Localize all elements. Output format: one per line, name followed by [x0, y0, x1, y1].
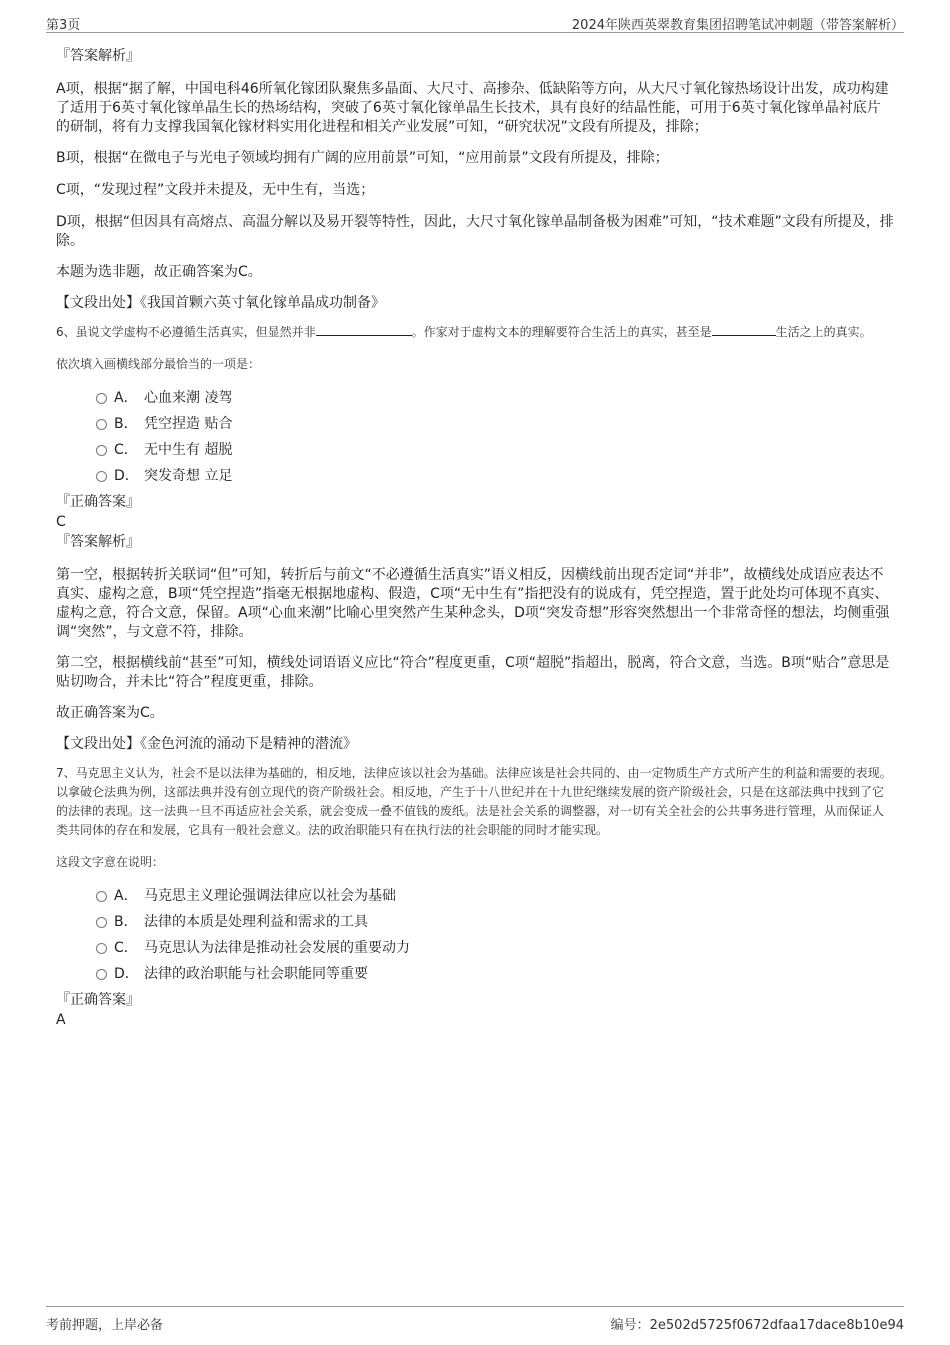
q6-answer-label: 『正确答案』: [56, 494, 140, 510]
q5-analysis-d: D项，根据“但因具有高熔点、高温分解以及易开裂等特性，因此，大尺寸氧化镓单晶制备极为困难”可知，“技术难题”文段有所提及，排除。: [56, 214, 894, 249]
radio-icon[interactable]: [96, 393, 107, 404]
q6-analysis-2: 第二空，根据横线前“甚至”可知，横线处词语语义应比“符合”程度更重，C项“超脱”指超出，脱离，符合文意，当选。B项“贴合”意思是贴切吻合，并未比“符合”程度更重，排除。: [56, 655, 890, 690]
document-id: 编号：2e502d5725f0672dfaa17dace8b10e94: [610, 1318, 904, 1333]
radio-icon[interactable]: [96, 471, 107, 482]
q6-option-b[interactable]: B． 凭空捏造 贴合: [56, 414, 894, 440]
q6-answer: C: [56, 514, 66, 530]
blank-line: [712, 323, 776, 336]
q6-options: [56, 388, 894, 492]
q5-analysis-a: A项，根据“据了解，中国电科46所氧化镓团队聚焦多晶面、大尺寸、高掺杂、低缺陷等方向，从大尺寸氧化镓热场设计出发，成功构建了适用于6英寸氧化镓单晶生长的热场结构，突破了6英寸氧化镓单晶生长技术，具有良好的结晶性能，可用于6英寸氧化镓单晶衬底片的研制，将有力支撑我国氧化镓材料实用化进程和相关产业发展”可知，“研究状况”文段有所提及，排除；: [56, 81, 889, 135]
q7-answer-label: 『正确答案』: [56, 992, 140, 1008]
page-number: 第3页: [46, 18, 81, 33]
q6-conclusion: 故正确答案为C。: [56, 705, 164, 721]
q7-answer: A: [56, 1012, 66, 1028]
q5-analysis-c: C项，“发现过程”文段并未提及，无中生有，当选；: [56, 182, 375, 198]
radio-icon[interactable]: [96, 917, 107, 928]
q6-stem-part3: 生活之上的真实。: [775, 325, 872, 339]
q6-prompt: 依次填入画横线部分最恰当的一项是：: [56, 357, 261, 371]
q7-option-d[interactable]: D． 法律的政治职能与社会职能同等重要: [56, 964, 894, 990]
q6-option-d[interactable]: D． 突发奇想 立足: [56, 466, 894, 492]
q7-options: [56, 886, 894, 990]
page-content: [56, 46, 894, 1030]
q6-analysis-1: 第一空，根据转折关联词“但”可知，转折后与前文“不必遵循生活真实”语义相反，因横线前出现否定词“并非”，故横线处成语应表达不真实、虚构之意，B项“凭空捏造”指毫无根据地虚构、假造，C项“无中生有”指把没有的说成有，凭空捏造，置于此处均可体现不真实、虚构之意，符合文意，保留。A项“心血来潮”比喻心里突然产生某种念头，D项“突发奇想”形容突然想出一个非常奇怪的想法，均侧重强调“突然”，与文意不符，排除。: [56, 567, 890, 640]
radio-icon[interactable]: [96, 943, 107, 954]
radio-icon[interactable]: [96, 891, 107, 902]
q7-stem: 7、马克思主义认为，社会不是以法律为基础的，相反地，法律应该以社会为基础。法律应该是社会共同的、由一定物质生产方式所产生的利益和需要的表现。以拿破仑法典为例，这部法典并没有创立现代的资产阶级社会。相反地，产生于十八世纪并在十九世纪继续发展的资产阶级社会，只是在这部法典中找到了它的法律的表现。这一法典一旦不再适应社会关系，就会变成一叠不值钱的废纸。法是社会关系的调整器，对一切有关全社会的公共事务进行管理，从而保证人类共同体的存在和发展，它具有一般社会意义。法的政治职能只有在执行法的社会职能的同时才能实现。: [56, 766, 892, 837]
q7-prompt: 这段文字意在说明：: [56, 855, 165, 869]
radio-icon[interactable]: [96, 969, 107, 980]
page-footer: [46, 1306, 904, 1331]
q7-option-a[interactable]: A． 马克思主义理论强调法律应以社会为基础: [56, 886, 894, 912]
q6-analysis-label: 『答案解析』: [56, 534, 140, 550]
q5-analysis-label: 『答案解析』: [56, 48, 140, 64]
blank-line: [316, 323, 412, 336]
q6-source: 【文段出处】《金色河流的涌动下是精神的潜流》: [56, 736, 357, 752]
q5-analysis-b: B项，根据“在微电子与光电子领域均拥有广阔的应用前景”可知，“应用前景”文段有所提及，排除；: [56, 150, 669, 166]
q6-option-c[interactable]: C． 无中生有 超脱: [56, 440, 894, 466]
q6-stem-part1: 6、虽说文学虚构不必遵循生活真实，但显然并非: [56, 325, 316, 339]
q5-conclusion: 本题为选非题，故正确答案为C。: [56, 264, 262, 280]
document-title: 2024年陕西英翠教育集团招聘笔试冲刺题（带答案解析）: [571, 18, 904, 33]
footer-slogan: 考前押题，上岸必备: [46, 1318, 164, 1333]
radio-icon[interactable]: [96, 445, 107, 456]
q7-option-c[interactable]: C． 马克思认为法律是推动社会发展的重要动力: [56, 938, 894, 964]
q7-option-b[interactable]: B． 法律的本质是处理利益和需求的工具: [56, 912, 894, 938]
q6-stem: [56, 323, 894, 342]
radio-icon[interactable]: [96, 419, 107, 430]
q5-source: 【文段出处】《我国首颗六英寸氧化镓单晶成功制备》: [56, 295, 385, 311]
page-header: [46, 12, 904, 33]
q6-option-a[interactable]: A． 心血来潮 凌驾: [56, 388, 894, 414]
q6-stem-part2: 。作家对于虚构文本的理解要符合生活上的真实，甚至是: [411, 325, 712, 339]
